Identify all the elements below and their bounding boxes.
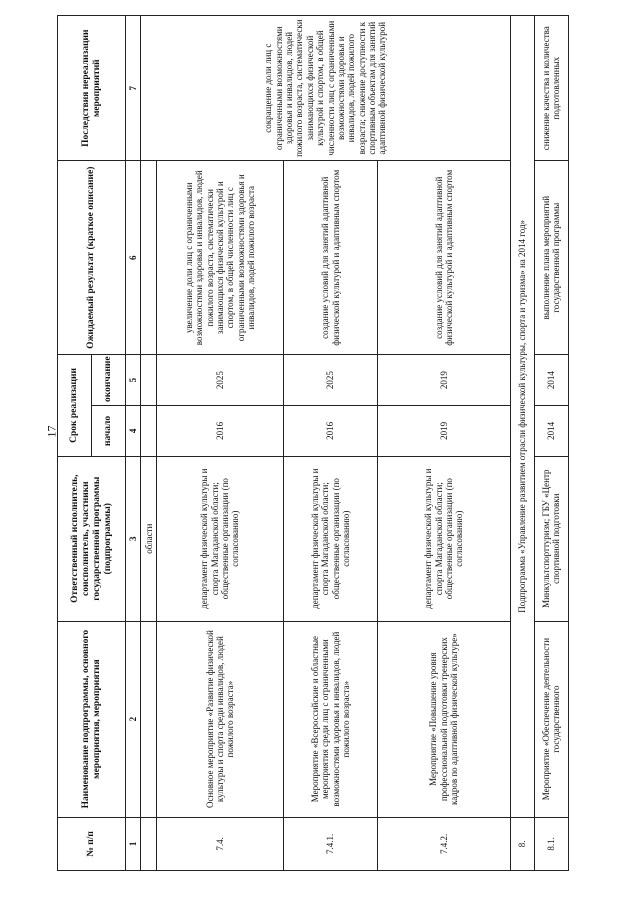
row-result: увеличение доли лиц с ограниченными возможностями здоровья и инвалидов, людей пожилого возраста, систематически занимающихся физической культурой и спортом, в общей численности лиц с ограниченными возможностями здоровья и инвалидов, людей пожилого возраста — [157, 161, 283, 355]
col-header-term: Срок реализации — [58, 355, 92, 457]
row-start: 2016 — [283, 405, 377, 456]
col-header-start: начало — [92, 405, 126, 456]
row-num: 8.1. — [534, 817, 568, 870]
row-start: 2019 — [378, 405, 511, 456]
row-name: Мероприятие «Обеспечение деятельности государственного — [534, 621, 568, 817]
row-start: 2016 — [157, 405, 283, 456]
row-executor: департамент физической культуры и спорта Магаданской области; общественные организации (по согласованию) — [283, 456, 377, 621]
row-num: 7.4. — [157, 817, 283, 870]
row-name: Основное мероприятие «Развитие физической культуры и спорта среди инвалидов, людей пожилого возраста» — [157, 621, 283, 817]
continuation-row — [141, 16, 157, 871]
continuation-executor: области — [141, 456, 157, 621]
row-name: Мероприятие «Всероссийские и областные мероприятия среди лиц с ограниченными возможностями здоровья и инвалидов, людей пожилого возраста» — [283, 621, 377, 817]
row-end: 2014 — [534, 355, 568, 406]
row-executor: департамент физической культуры и спорта Магаданской области; общественные организации (по согласованию) — [157, 456, 283, 621]
col-header-consequences: Последствия нереализации мероприятий — [58, 16, 126, 161]
column-number: 2 — [126, 621, 141, 817]
column-number: 7 — [126, 16, 141, 161]
column-number-row — [126, 16, 141, 871]
column-number: 5 — [126, 355, 141, 406]
column-number: 1 — [126, 817, 141, 870]
row-executor: Минкультспорттуризм; ГБУ «Центр спортивной подготовки — [534, 456, 568, 621]
row-num: 7.4.2. — [378, 817, 511, 870]
col-header-executor: Ответственный исполнитель, соисполнитель, участники государственной программы (подпрограммы) — [58, 456, 126, 621]
row-name: Мероприятие «Повышение уровня профессиональной подготовки тренерских кадров по адаптивной физической культуре» — [378, 621, 511, 817]
row-end: 2025 — [283, 355, 377, 406]
col-header-result: Ожидаемый результат (краткое описание) — [58, 161, 126, 355]
row-num: 7.4.1. — [283, 817, 377, 870]
col-header-name: Наименование подпрограммы, основного мероприятия, мероприятия — [58, 621, 126, 817]
consequences-7-4: сокращение доли лиц с ограниченными возможностями здоровья и инвалидов, людей пожилого возраста, систематически занимающихся физической культурой и спортом, в общей численности лиц с ограниченными возможностями здоровья и инвалидов, людей пожилого возраста; снижение доступности к спортивным объектам для занятий адаптивной физической культурой — [141, 16, 510, 161]
section-row — [510, 16, 534, 871]
col-header-num: № п/п — [58, 817, 126, 870]
row-result: выполнение плана мероприятий государственной программы — [534, 161, 568, 355]
row-executor: департамент физической культуры и спорта Магаданской области; общественные организации (по согласованию) — [378, 456, 511, 621]
rotated-table-wrapper — [57, 15, 569, 871]
column-number: 6 — [126, 161, 141, 355]
section-num: 8. — [510, 817, 534, 870]
section-title: Подпрограмма «Управление развитием отрасли физической культуры, спорта и туризма» на 2014 год» — [510, 16, 534, 818]
row-result: создание условий для занятий адаптивной физической культурой и адаптивным спортом — [378, 161, 511, 355]
program-table — [57, 15, 569, 871]
row-result: создание условий для занятий адаптивной физической культурой и адаптивным спортом — [283, 161, 377, 355]
table-row — [534, 16, 568, 871]
col-header-end: окончание — [92, 355, 126, 406]
row-start: 2014 — [534, 405, 568, 456]
page-number: 17 — [44, 425, 59, 438]
column-number: 4 — [126, 405, 141, 456]
header-row — [58, 16, 92, 871]
column-number: 3 — [126, 456, 141, 621]
row-end: 2025 — [157, 355, 283, 406]
row-consequences: снижение качества и количества подготовленных — [534, 16, 568, 161]
row-end: 2019 — [378, 355, 511, 406]
